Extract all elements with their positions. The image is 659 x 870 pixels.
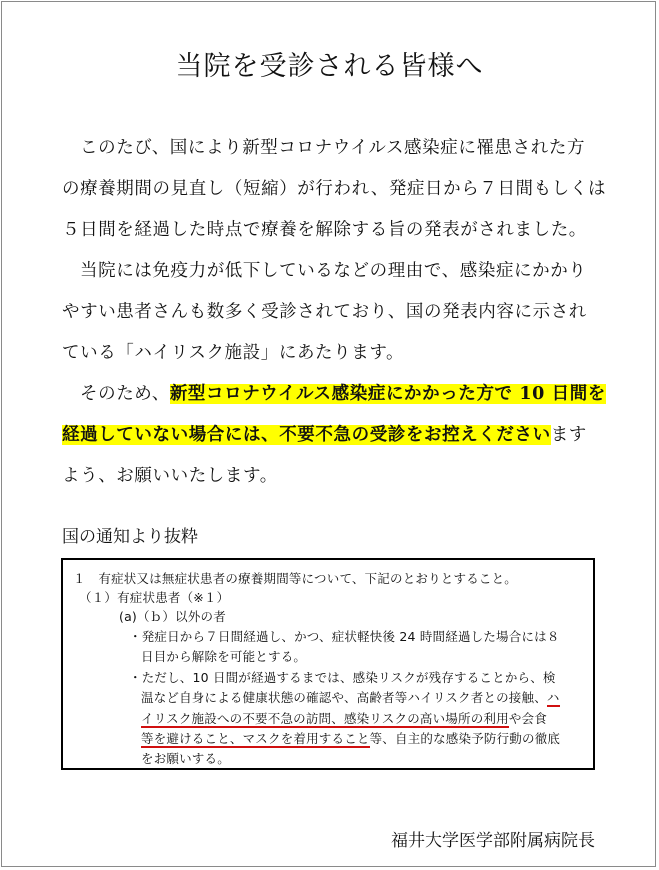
excerpt-line7 [141, 688, 560, 706]
excerpt-line2: （１）有症状患者（※１） [79, 590, 230, 605]
excerpt-line9-tail: 等、自主的な感染予防行動の徹底 [369, 731, 561, 746]
underlined-text-part3: 等を避けること、マスクを着用すること [141, 731, 370, 746]
signature: 福井大学医学部附属病院長 [391, 831, 595, 851]
underlined-text-part2: イリスク施設への不要不急の訪問、感染リスクの高い場所の利用 [141, 711, 509, 726]
excerpt-box [61, 558, 595, 770]
page-title: 当院を受診される皆様へ [175, 51, 484, 82]
para2-line1: 当院には免疫力が低下しているなどの理由で、感染症にかかり [80, 261, 587, 281]
para3-line1 [80, 380, 606, 405]
excerpt-line8 [141, 709, 547, 727]
excerpt-line5: 日目から解除を可能とする。 [141, 649, 307, 664]
para3-line2-tail: ます [550, 425, 587, 445]
excerpt-line8-tail: や会食 [508, 711, 547, 726]
excerpt-line10: をお願いする。 [141, 751, 230, 766]
highlighted-notice-part2: 経過していない場合には、不要不急の受診をお控えください [62, 425, 551, 445]
excerpt-line9 [141, 729, 560, 747]
highlighted-notice-part1: 新型コロナウイルス感染症にかかった方で 10 日間を [169, 384, 606, 404]
para1-line2: の療養期間の見直し（短縮）が行われ、発症日から７日間もしくは [62, 179, 607, 199]
excerpt-line1: １ 有症状又は無症状患者の療養期間等について、下記のとおりとすること。 [73, 571, 518, 586]
para1-line1: このたび、国により新型コロナウイルス感染症に罹患された方 [80, 138, 586, 158]
para3-line3: よう、お願いいたします。 [62, 466, 278, 486]
para2-line3: ている「ハイリスク施設」にあたります。 [62, 343, 405, 363]
para2-line2: やすい患者さんも数多く受診されており、国の発表内容に示され [62, 302, 587, 322]
para1-line3: ５日間を経過した時点で療養を解除する旨の発表がされました。 [62, 220, 587, 240]
underlined-text-part1: ハ [546, 690, 560, 705]
excerpt-line6: ・ただし、10 日間が経過するまでは、感染リスクが残存することから、検 [129, 670, 556, 685]
para3-line2 [62, 421, 587, 446]
para3-line1-lead: そのため、 [80, 384, 170, 404]
excerpt-line3: (a)（ｂ）以外の者 [119, 609, 226, 624]
excerpt-line4: ・発症日から７日間経過し、かつ、症状軽快後 24 時間経過した場合には８ [129, 629, 560, 644]
excerpt-heading: 国の通知より抜粋 [62, 527, 198, 547]
excerpt-line7-text: 温など自身による健康状態の確認や、高齢者等ハイリスク者との接触、 [141, 690, 547, 705]
